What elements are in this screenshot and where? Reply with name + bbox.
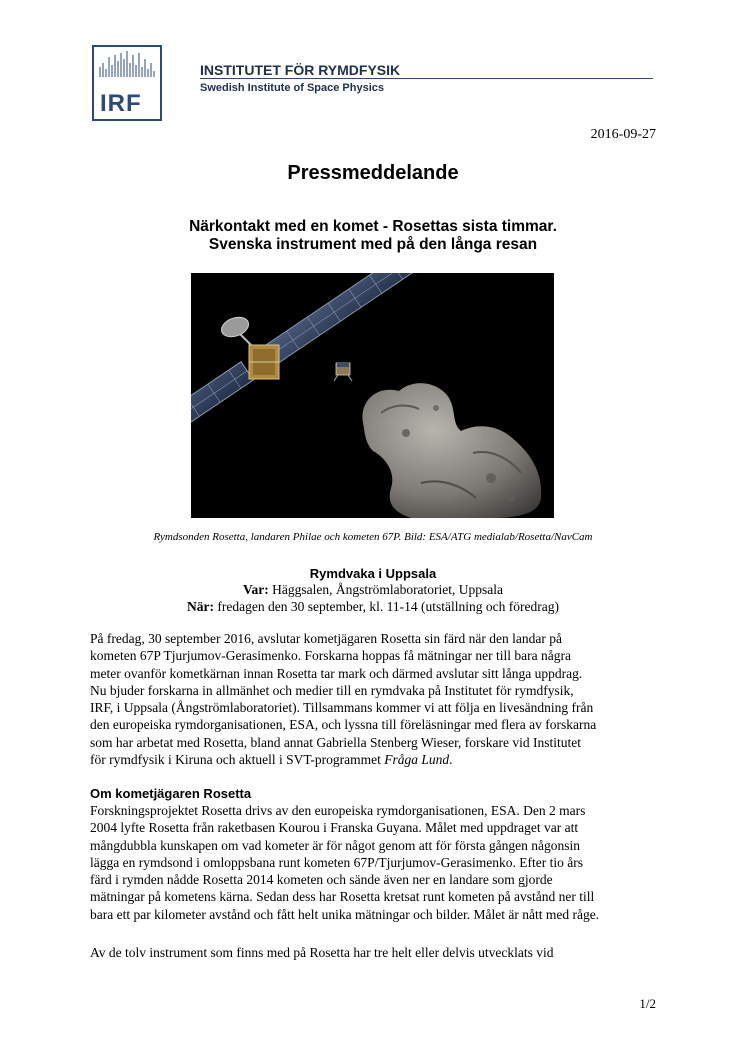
text-line — [90, 751, 665, 768]
text-line: färd i rymden nådde Rosetta 2014 kometen och sände även ner en landare som gjorde — [90, 872, 553, 888]
text-line: mångdubbla kunskapen om vad kometer är för något genom att för första gången någonsin — [90, 837, 580, 853]
location-value: Häggsalen, Ångströmlaboratoriet, Uppsala — [268, 582, 504, 597]
logo-text: IRF — [100, 90, 142, 117]
text-line: Forskningsprojektet Rosetta drivs av den europeiska rymdorganisationen, ESA. Den 2 mars — [90, 803, 586, 818]
rosetta-paragraph — [90, 802, 665, 923]
text-line: den europeiska rymdorganisationen, ESA, och lyssna till föreläsningar med flera av forskarna — [90, 717, 597, 733]
text-line: som har arbetat med Rosetta, bland annat Gabriella Stenberg Wieser, forskare vid Institutet — [90, 734, 582, 750]
text-line: kometen 67P Tjurjumov-Gerasimenko. Forskarna hoppas få mätningar ner till bara några — [90, 648, 571, 664]
release-date: 2016-09-27 — [590, 127, 656, 142]
event-location — [0, 582, 746, 598]
image-caption: Rymdsonden Rosetta, landaren Philae och kometen 67P. Bild: ESA/ATG medialab/Rosetta/NavCam — [153, 531, 593, 543]
signal-waveform-icon — [94, 47, 160, 89]
intro-paragraph — [90, 630, 665, 768]
text-line: mätningar på kometens kärna. Sedan dess har Rosetta kretsat runt kometen på avstånd ner till — [90, 889, 595, 905]
text-span: för rymdfysik i Kiruna och aktuell i SVT-programmet — [90, 752, 385, 768]
rosetta-body — [249, 345, 279, 379]
page-number: 1/2 — [639, 996, 656, 1011]
rosetta-comet-image — [191, 273, 554, 518]
irf-logo — [92, 45, 162, 121]
text-line: lägga en rymdsond i omloppsbana runt kometen 67P/Tjurjumov-Gerasimenko. Efter tio års — [90, 854, 584, 870]
text-line: Nu bjuder forskarna in allmänhet och medier till en rymdvaka på Institutet för rymdfysik, — [90, 682, 574, 698]
headline-line-1: Närkontakt med en komet - Rosettas sista timmar. — [189, 218, 557, 235]
institute-name: INSTITUTET FÖR RYMDFYSIK — [200, 62, 401, 78]
time-value: fredagen den 30 september, kl. 11-14 (utställning och föredrag) — [214, 599, 559, 614]
instruments-paragraph — [90, 944, 665, 961]
section-title: Om kometjägaren Rosetta — [90, 786, 252, 801]
text-line: 2004 lyfte Rosetta från raketbasen Kourou i Franska Guyana. Målet med uppdraget var att — [90, 820, 579, 836]
institute-subtitle: Swedish Institute of Space Physics — [200, 82, 384, 94]
headline-line-2: Svenska instrument med på den långa resan — [208, 236, 538, 253]
text-line: Av de tolv instrument som finns med på Rosetta har tre helt eller delvis utvecklats vid — [90, 945, 554, 960]
text-line: bara ett par kilometer avstånd och fått helt unika mätningar och bilder. Målet är nått med råge. — [90, 906, 600, 922]
location-label: Var: — [242, 582, 269, 597]
time-label: När: — [187, 599, 215, 614]
text-line: IRF, i Uppsala (Ångströmlaboratoriet). Tillsammans kommer vi att följa en livesändning från — [90, 700, 594, 716]
document-type-title: Pressmeddelande — [287, 162, 459, 184]
text-span: . — [449, 752, 453, 768]
program-title: Fråga Lund — [384, 752, 450, 768]
event-title: Rymdvaka i Uppsala — [309, 566, 437, 581]
event-time — [0, 599, 746, 615]
text-line: På fredag, 30 september 2016, avslutar kometjägaren Rosetta sin färd när den landar på — [90, 631, 562, 646]
text-line: meter ovanför kometkärnan innan Rosetta tar mark och därmed avslutar sitt långa uppdrag. — [90, 665, 583, 681]
header-divider — [200, 78, 653, 79]
